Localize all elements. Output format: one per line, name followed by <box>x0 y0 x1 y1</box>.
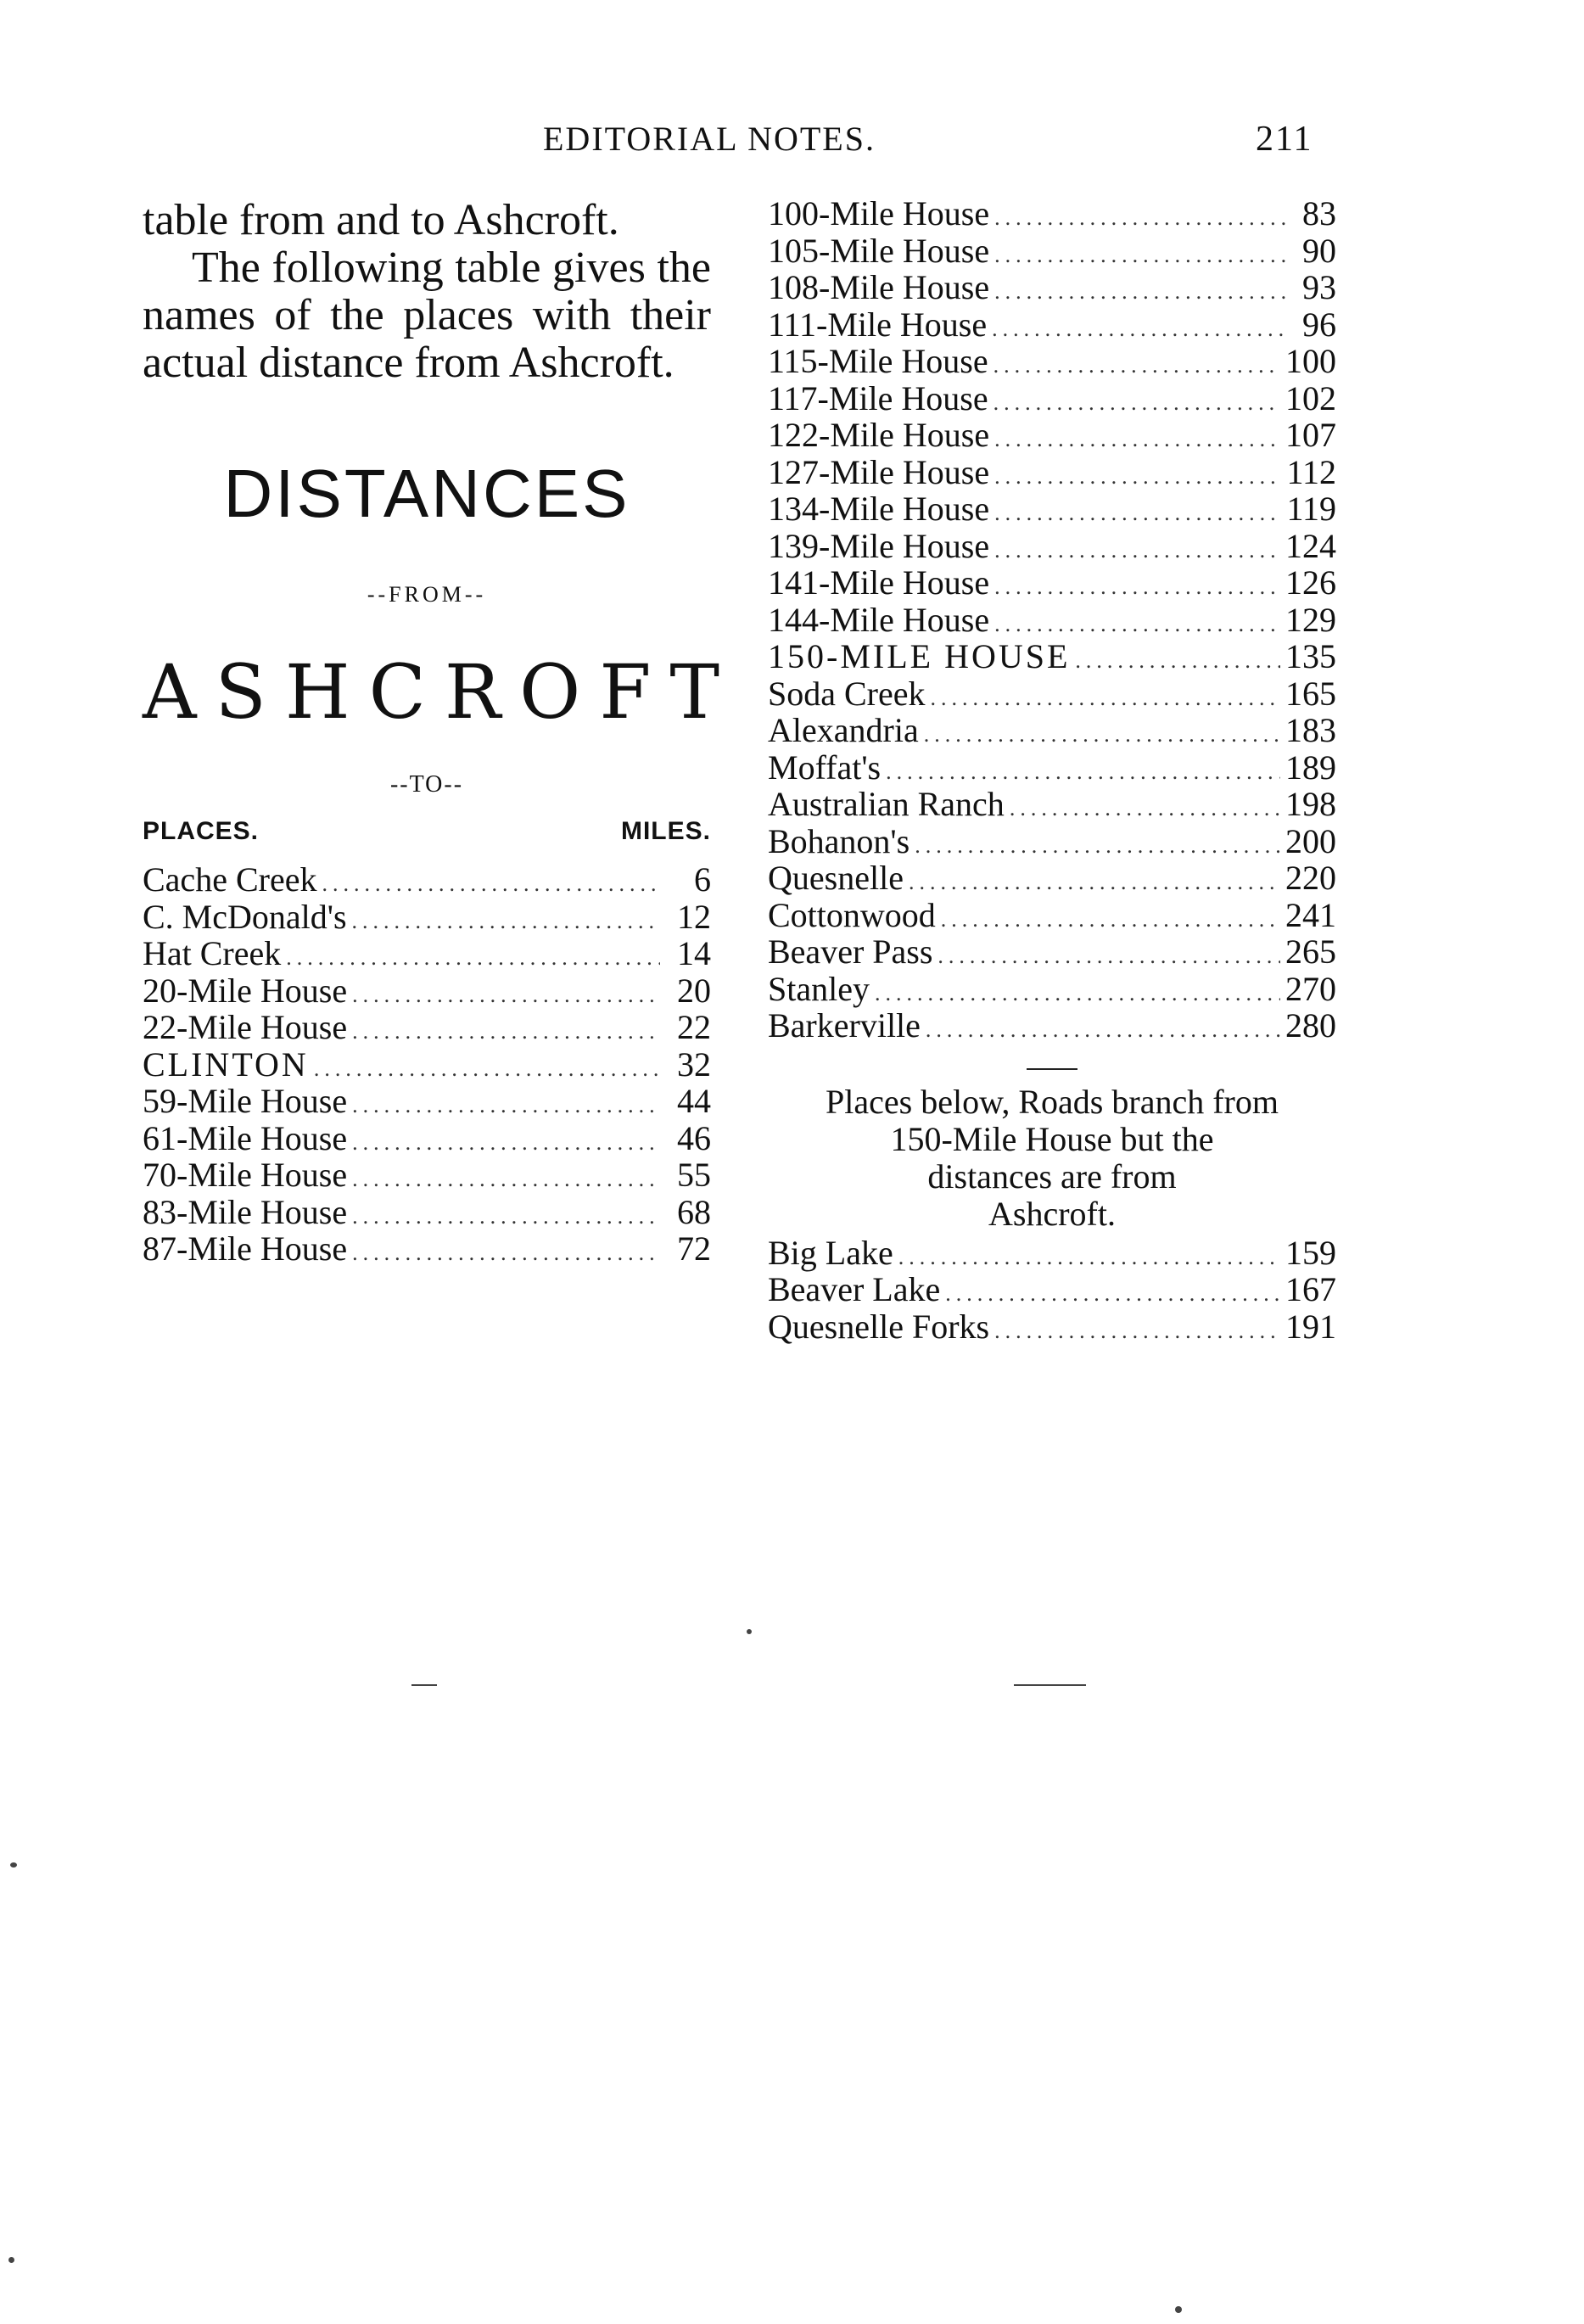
place-name: Big Lake <box>768 1233 893 1272</box>
miles-value: 189 <box>1285 748 1336 787</box>
miles-value: 6 <box>694 860 711 899</box>
table-row <box>143 1009 711 1046</box>
places-column-header: PLACES. <box>143 817 260 845</box>
dot-leader <box>941 901 1280 938</box>
miles-value: 126 <box>1285 563 1336 602</box>
table-row <box>768 269 1336 306</box>
table-row <box>143 861 711 899</box>
table-row <box>768 712 1336 749</box>
miles-value: 198 <box>1285 785 1336 823</box>
branch-note <box>768 1084 1336 1233</box>
table-row <box>768 417 1336 454</box>
dot-leader <box>993 347 1280 384</box>
dot-leader <box>994 237 1285 274</box>
dot-leader <box>994 273 1285 311</box>
table-row <box>768 675 1336 713</box>
place-name: Moffat's <box>768 748 882 787</box>
place-name: 22-Mile House <box>143 1008 348 1046</box>
place-name: Beaver Pass <box>768 932 933 971</box>
table-header <box>143 817 711 846</box>
dot-leader <box>322 865 660 903</box>
table-row <box>768 1235 1336 1272</box>
place-name: 122-Mile House <box>768 416 990 454</box>
right-column <box>768 195 1336 1345</box>
miles-value: 102 <box>1285 378 1336 417</box>
place-name: Hat Creek <box>143 934 282 972</box>
table-row <box>768 638 1336 675</box>
miles-value: 241 <box>1285 895 1336 934</box>
dot-leader <box>938 938 1280 975</box>
table-row <box>143 935 711 972</box>
dot-leader <box>352 1198 660 1235</box>
dot-leader <box>994 421 1280 458</box>
place-name: Barkerville <box>768 1006 921 1044</box>
table-row <box>768 602 1336 639</box>
miles-value: 183 <box>1285 711 1336 749</box>
table-row <box>143 1194 711 1231</box>
table-row <box>768 1271 1336 1308</box>
table-row <box>143 972 711 1010</box>
page-number: 211 <box>1256 120 1313 159</box>
place-name: 70-Mile House <box>143 1156 348 1194</box>
miles-value: 159 <box>1285 1233 1336 1272</box>
miles-value: 191 <box>1285 1307 1336 1346</box>
place-name: Cottonwood <box>768 895 936 934</box>
intro-text <box>143 197 711 387</box>
place-name: 61-Mile House <box>143 1118 348 1157</box>
table-row <box>768 490 1336 528</box>
miles-value: 46 <box>677 1118 711 1157</box>
place-name: 59-Mile House <box>143 1082 348 1120</box>
place-name: C. McDonald's <box>143 897 347 936</box>
dot-leader <box>352 903 660 940</box>
miles-value: 12 <box>677 897 711 936</box>
table-row <box>143 1083 711 1120</box>
scan-speck <box>1175 2306 1182 2313</box>
branch-note-line: Ashcroft. <box>988 1194 1116 1233</box>
place-name: Stanley <box>768 969 870 1008</box>
dot-leader <box>915 827 1280 865</box>
place-name: 127-Mile House <box>768 452 990 491</box>
dot-leader <box>945 1275 1280 1313</box>
branch-distance-table <box>768 1235 1336 1346</box>
table-row <box>768 343 1336 380</box>
ashcroft-title: ASHCROFT <box>143 648 739 736</box>
place-name: Quesnelle <box>768 859 904 897</box>
table-row <box>768 1007 1336 1044</box>
place-name: 139-Mile House <box>768 526 990 565</box>
miles-value: 100 <box>1285 342 1336 380</box>
dot-leader <box>909 864 1280 901</box>
dot-leader <box>993 384 1280 422</box>
table-row <box>143 1046 711 1084</box>
dot-leader <box>898 1239 1280 1276</box>
place-name: 105-Mile House <box>768 231 990 270</box>
miles-value: 107 <box>1285 416 1336 454</box>
dot-leader <box>352 1087 660 1124</box>
miles-value: 119 <box>1286 490 1336 528</box>
place-name: 20-Mile House <box>143 971 348 1010</box>
place-name: Australian Ranch <box>768 785 1005 823</box>
table-row <box>768 564 1336 602</box>
running-title: EDITORIAL NOTES. <box>543 120 876 158</box>
miles-column-header: MILES. <box>620 817 711 845</box>
left-column <box>143 196 739 1268</box>
miles-value: 112 <box>1286 452 1336 491</box>
place-name: 111-Mile House <box>768 305 988 344</box>
table-row <box>768 860 1336 897</box>
miles-value: 135 <box>1285 637 1336 675</box>
place-name: Beaver Lake <box>768 1270 941 1308</box>
miles-value: 280 <box>1285 1006 1336 1044</box>
dot-leader <box>994 532 1280 569</box>
place-name: CLINTON <box>143 1044 309 1084</box>
miles-value: 124 <box>1285 526 1336 565</box>
section-divider <box>1027 1068 1077 1070</box>
miles-value: 165 <box>1285 674 1336 713</box>
miles-value: 265 <box>1285 932 1336 971</box>
table-row <box>768 897 1336 934</box>
dot-leader <box>992 311 1285 348</box>
miles-value: 72 <box>677 1229 711 1268</box>
dot-leader <box>1075 642 1280 680</box>
dot-leader <box>931 680 1280 717</box>
place-name: 141-Mile House <box>768 563 990 602</box>
scan-speck <box>747 1629 752 1634</box>
miles-value: 44 <box>677 1082 711 1120</box>
miles-value: 167 <box>1285 1270 1336 1308</box>
table-row <box>768 1308 1336 1346</box>
table-row <box>768 933 1336 971</box>
distances-title: DISTANCES <box>223 456 630 531</box>
place-name: Alexandria <box>768 711 919 749</box>
place-name: 144-Mile House <box>768 600 990 639</box>
dot-leader <box>1010 790 1280 827</box>
miles-value: 129 <box>1285 600 1336 639</box>
from-label: --FROM-- <box>367 582 487 607</box>
table-row <box>768 971 1336 1008</box>
distance-table-left <box>143 861 711 1268</box>
miles-value: 55 <box>677 1156 711 1194</box>
place-name: Bohanon's <box>768 821 910 860</box>
dot-leader <box>994 1313 1280 1350</box>
table-row <box>768 749 1336 787</box>
table-row <box>143 1120 711 1157</box>
dot-leader <box>352 1235 660 1272</box>
branch-note-line: distances are from <box>927 1156 1177 1196</box>
table-row <box>768 306 1336 344</box>
table-row <box>768 232 1336 270</box>
miles-value: 220 <box>1285 859 1336 897</box>
dot-leader <box>994 495 1281 532</box>
intro-continuation-line: table from and to Ashcroft. <box>143 196 619 244</box>
place-name: 100-Mile House <box>768 194 990 232</box>
dot-leader <box>352 1013 660 1050</box>
dot-leader <box>286 939 660 977</box>
miles-value: 96 <box>1302 305 1336 344</box>
to-label: --TO-- <box>389 771 464 798</box>
scan-speck <box>8 2257 14 2263</box>
dot-leader <box>994 568 1280 606</box>
table-row <box>768 528 1336 565</box>
miles-value: 83 <box>1302 194 1336 232</box>
place-name: 134-Mile House <box>768 490 990 528</box>
dot-leader <box>314 1050 660 1088</box>
place-name: 115-Mile House <box>768 342 988 380</box>
miles-value: 14 <box>677 934 711 972</box>
dot-leader <box>352 1124 660 1162</box>
miles-value: 93 <box>1302 268 1336 306</box>
table-row <box>143 1156 711 1194</box>
dot-leader <box>994 199 1285 237</box>
table-row <box>143 1230 711 1268</box>
place-name: Cache Creek <box>143 860 317 899</box>
table-row <box>768 380 1336 417</box>
scan-speck <box>411 1684 437 1686</box>
miles-value: 270 <box>1285 969 1336 1008</box>
miles-value: 22 <box>677 1008 711 1046</box>
miles-value: 200 <box>1285 821 1336 860</box>
miles-value: 68 <box>677 1192 711 1231</box>
miles-value: 90 <box>1302 231 1336 270</box>
page-header <box>0 119 1584 170</box>
distance-table-right <box>768 195 1336 1044</box>
place-name: 83-Mile House <box>143 1192 348 1231</box>
branch-note-line: 150-Mile House but the <box>890 1119 1214 1158</box>
place-name: 87-Mile House <box>143 1229 348 1268</box>
place-name: 117-Mile House <box>768 378 988 417</box>
intro-paragraph: The following table gives the names of the places with their actual distance from Ashcroft. <box>143 244 711 387</box>
miles-value: 32 <box>677 1044 711 1084</box>
place-name: Quesnelle Forks <box>768 1307 990 1346</box>
dot-leader <box>926 1011 1280 1049</box>
miles-value: 20 <box>677 971 711 1010</box>
dot-leader <box>352 977 660 1014</box>
table-row <box>768 823 1336 860</box>
table-row <box>768 786 1336 823</box>
table-row <box>143 899 711 936</box>
place-name: Soda Creek <box>768 674 926 713</box>
dot-leader <box>924 716 1280 753</box>
scan-speck <box>1014 1684 1086 1686</box>
dot-leader <box>875 975 1280 1012</box>
place-name: 108-Mile House <box>768 268 990 306</box>
dot-leader <box>994 458 1281 496</box>
branch-note-line: Places below, Roads branch from <box>826 1082 1279 1121</box>
place-name: 150-MILE HOUSE <box>768 637 1071 675</box>
scan-speck <box>10 1862 17 1868</box>
table-row <box>768 195 1336 232</box>
dot-leader <box>352 1161 660 1198</box>
table-row <box>768 454 1336 491</box>
